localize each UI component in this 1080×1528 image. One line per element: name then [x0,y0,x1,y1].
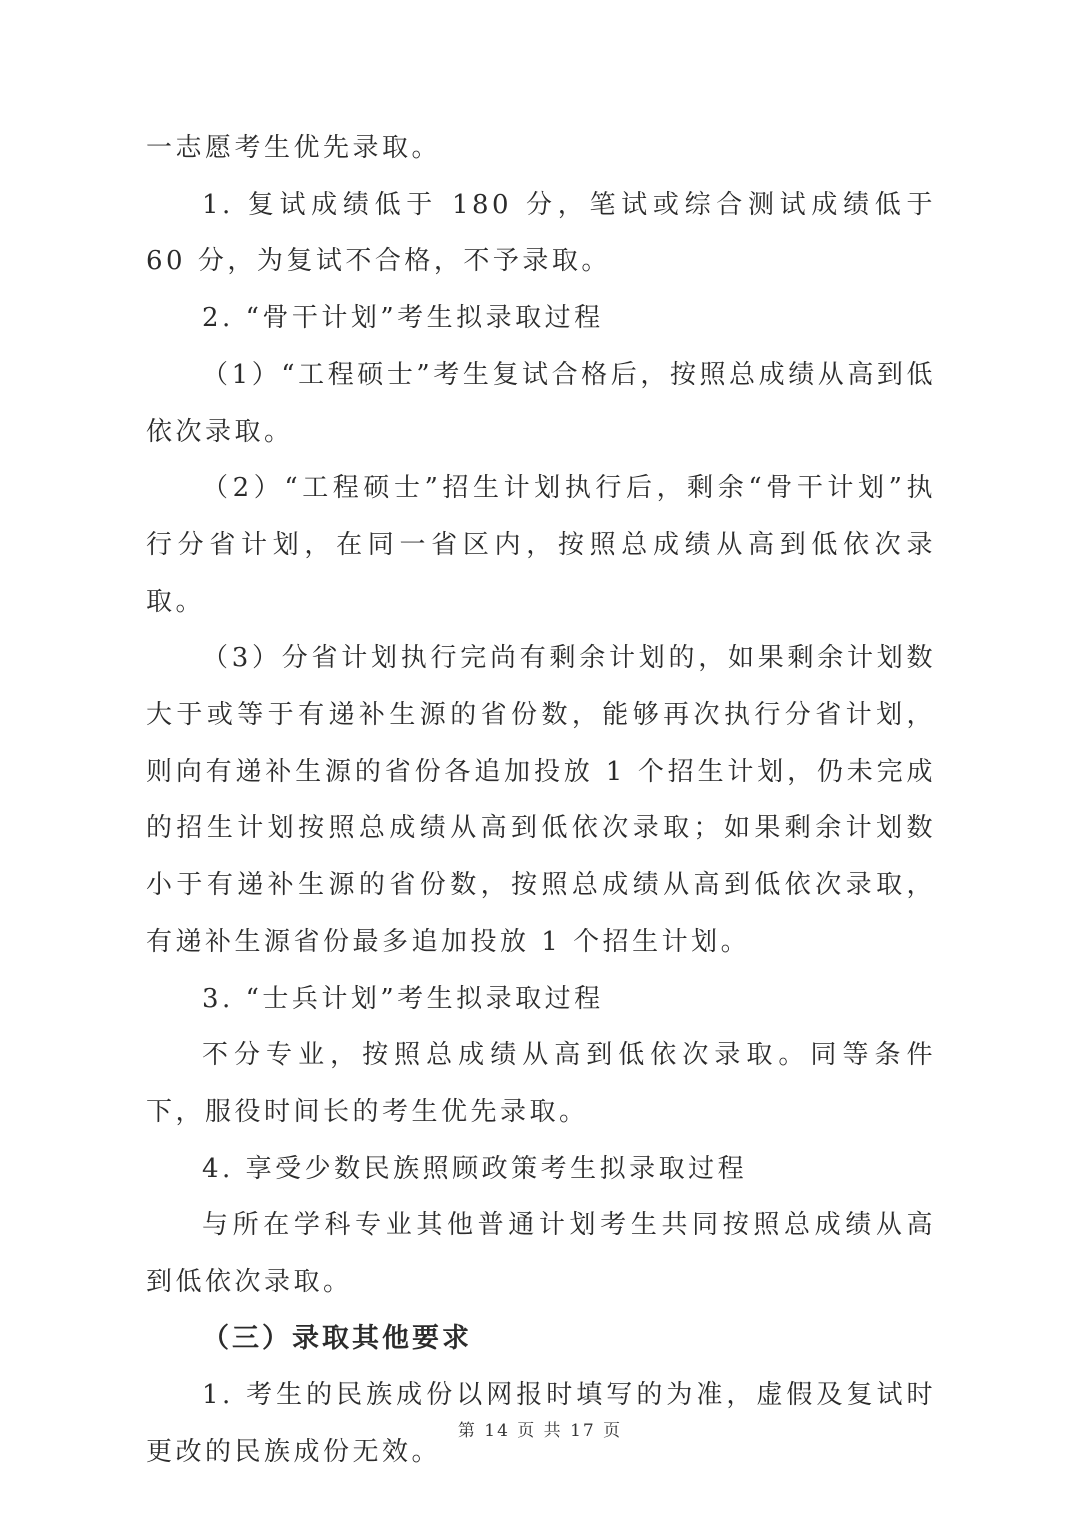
paragraph-rule-2-3: （3）分省计划执行完尚有剩余计划的，如果剩余计划数大于或等于有递补生源的省份数，能够再次执行分省计划，则向有递补生源的省份各追加投放 1 个招生计划，仍未完成的招生计划按照总成绩从高到低依次录取；如果剩余计划数小于有递补生源的省份数，按照总成绩从高到低依次录取，有递补生源省份最多追加投放 1 个招生计划。 [146,643,936,957]
section-heading-other-requirements: （三）录取其他要求 [202,1322,472,1354]
paragraph-rule-2-1: （1）“工程硕士”考生复试合格后，按照总成绩从高到低依次录取。 [146,359,936,447]
paragraph-intro-tail: 一志愿考生优先录取。 [146,133,442,163]
page-number-footer: 第 14 页 共 17 页 [457,1421,623,1441]
paragraph-rule-4-heading: 4. 享受少数民族照顾政策考生拟录取过程 [202,1153,748,1184]
document-body [146,120,936,1481]
paragraph-rule-3-heading: 3. “士兵计划”考生拟录取过程 [202,983,604,1014]
paragraph-rule-1: 1. 复试成绩低于 180 分，笔试或综合测试成绩低于 60 分，为复试不合格，不予录取。 [146,189,936,277]
paragraph-rule-2-heading: 2. “骨干计划”考生拟录取过程 [202,303,604,334]
paragraph-rule-3-body: 不分专业，按照总成绩从高到低依次录取。同等条件下，服役时间长的考生优先录取。 [146,1040,936,1127]
paragraph-rule-4-body: 与所在学科专业其他普通计划考生共同按照总成绩从高到低依次录取。 [146,1210,936,1298]
paragraph-rule-2-2: （2）“工程硕士”招生计划执行后，剩余“骨干计划”执行分省计划，在同一省区内，按照总成绩从高到低依次录取。 [146,473,936,617]
paragraph-other-requirement-1: 1. 考生的民族成份以网报时填写的为准，虚假及复试时更改的民族成份无效。 [146,1380,936,1468]
